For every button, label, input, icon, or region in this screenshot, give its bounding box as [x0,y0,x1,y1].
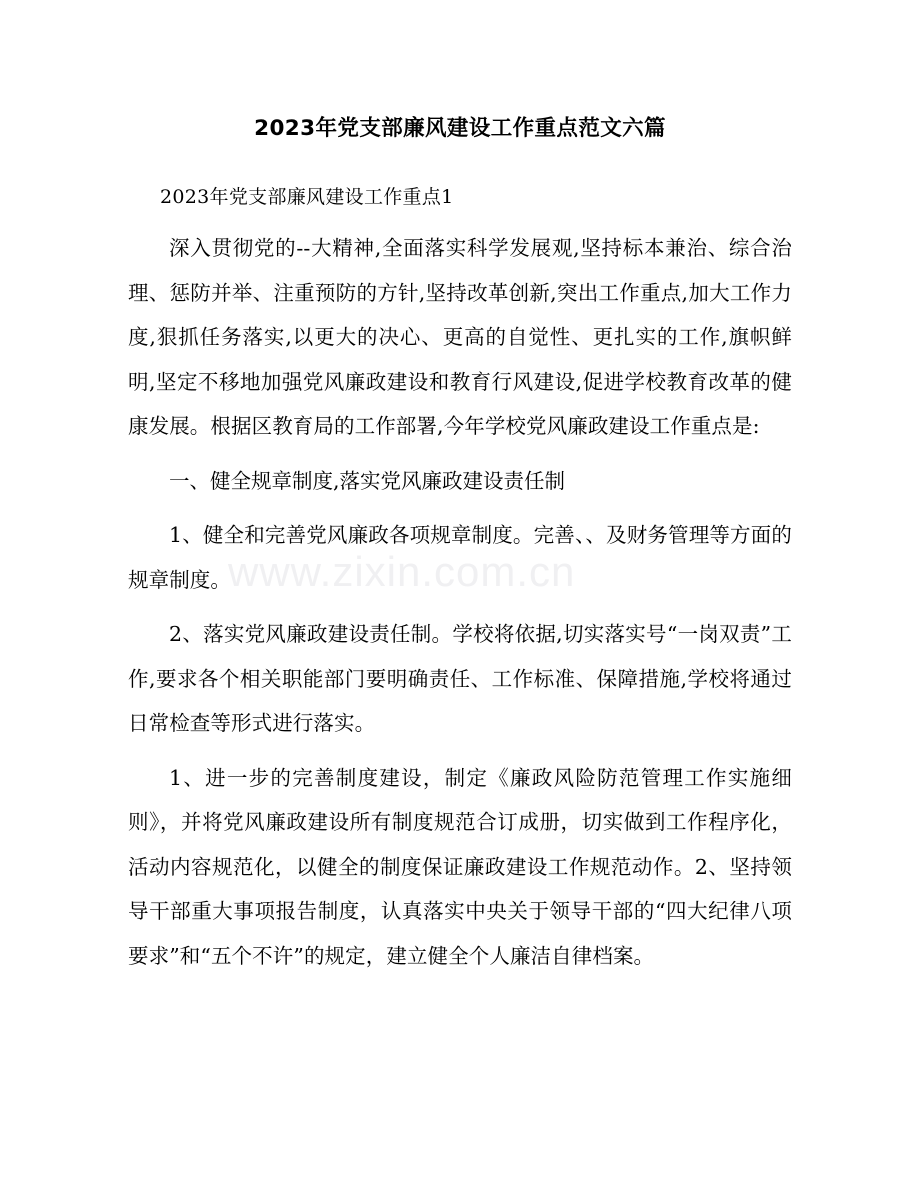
paragraph-body: 1、进一步的完善制度建设，制定《廉政风险防范管理工作实施细则》，并将党风廉政建设所有制度规范合订成册，切实做到工作程序化，活动内容规范化，以健全的制度保证廉政建设工作规范动作。2、坚持领导干部重大事项报告制度，认真落实中央关于领导干部的“四大纪律八项要求”和“五个不许”的规定，建立健全个人廉洁自律档案。 [128,765,792,968]
spacer [128,602,792,612]
spacer [128,746,792,756]
spacer [128,212,792,226]
paragraph-body: 1、健全和完善党风廉政各项规章制度。完善、、及财务管理等方面的规章制度。 [128,523,792,592]
paragraph-body: 深入贯彻党的--大精神,全面落实科学发展观,坚持标本兼治、综合治理、惩防并举、注重预防的方针,坚持改革创新,突出工作重点,加大工作力度,狠抓任务落实,以更大的决心、更高的自觉性、更扎实的工作,旗帜鲜明,坚定不移地加强党风廉政建设和教育行风建设,促进学校教育改革的健康发展。根据区教育局的工作部署,今年学校党风廉政建设工作重点是: [128,236,792,438]
document-subtitle: 2023年党支部廉风建设工作重点1 [160,186,454,208]
spacer [128,503,792,513]
document-content [128,106,792,978]
paragraph-body: 2、落实党风廉政建设责任制。学校将依据,切实落实号“一岗双责”工作,要求各个相关职能部门要明确责任、工作标准、保障措施,学校将通过日常检查等形式进行落实。 [128,622,792,735]
page-title: 2023年党支部廉风建设工作重点范文六篇 [254,116,666,141]
spacer [128,449,792,459]
section-heading: 一、健全规章制度,落实党风廉政建设责任制 [169,468,566,493]
watermark: www.zixin.com.cn [228,548,576,595]
